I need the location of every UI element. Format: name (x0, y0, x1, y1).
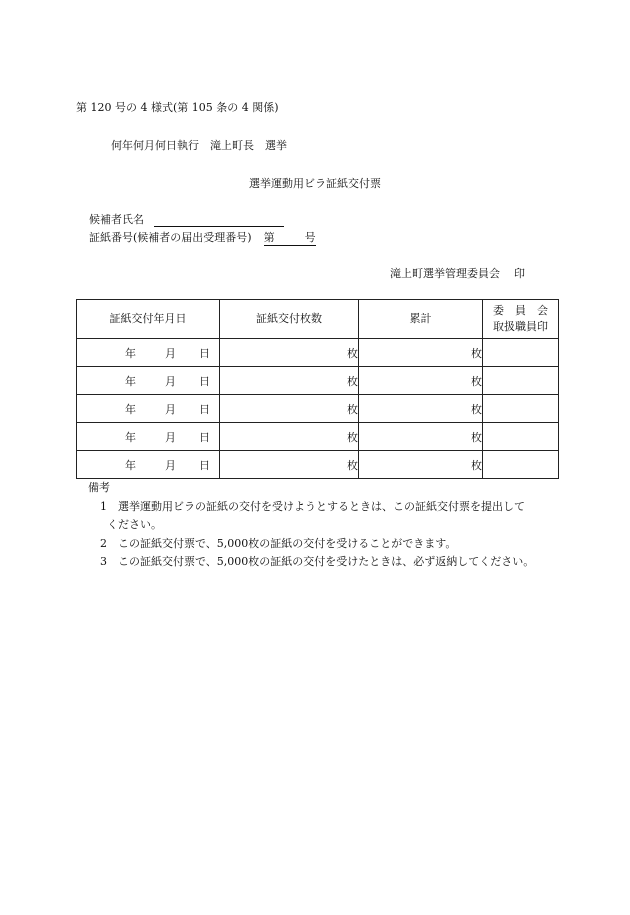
remark-note-continuation: ください。 (107, 518, 162, 531)
seal-cell[interactable] (483, 423, 559, 451)
certificate-prefix: 第 (263, 231, 275, 244)
table-row (77, 339, 559, 367)
month-unit: 月 (165, 402, 176, 416)
candidate-name-row (89, 211, 284, 227)
total-cell[interactable]: 枚 (359, 395, 483, 423)
total-cell[interactable]: 枚 (359, 423, 483, 451)
note-number: 1 (100, 500, 107, 513)
date-cell[interactable] (77, 395, 220, 423)
remark-note (100, 553, 534, 569)
header-total: 累計 (359, 300, 483, 339)
month-unit: 月 (165, 374, 176, 388)
seal-cell[interactable] (483, 395, 559, 423)
remark-note (100, 535, 456, 551)
header-official-line2: 取扱職員印 (493, 320, 548, 333)
total-cell[interactable]: 枚 (359, 367, 483, 395)
year-unit: 年 (125, 430, 136, 444)
count-cell[interactable]: 枚 (220, 367, 359, 395)
note-number: 2 (100, 537, 107, 550)
day-unit: 日 (199, 458, 210, 472)
header-count: 証紙交付枚数 (220, 300, 359, 339)
seal-cell[interactable] (483, 367, 559, 395)
count-cell[interactable]: 枚 (220, 423, 359, 451)
total-cell[interactable]: 枚 (359, 451, 483, 479)
date-cell[interactable] (77, 367, 220, 395)
table-header-row (77, 300, 559, 339)
note-text: 選挙運動用ビラの証紙の交付を受けようとするときは、この証紙交付票を提出して (118, 500, 525, 513)
certificate-number-row (89, 229, 316, 246)
month-unit: 月 (165, 458, 176, 472)
issuance-table (76, 299, 559, 479)
year-unit: 年 (125, 374, 136, 388)
date-cell[interactable] (77, 423, 220, 451)
committee-seal: 印 (514, 267, 525, 280)
certificate-suffix: 号 (304, 231, 316, 244)
year-unit: 年 (125, 402, 136, 416)
remark-note (100, 498, 525, 514)
year-unit: 年 (125, 346, 136, 360)
header-official-seal (483, 300, 559, 339)
certificate-number-field[interactable] (264, 229, 316, 246)
header-official-line1: 委 員 会 (493, 304, 548, 317)
month-unit: 月 (165, 346, 176, 360)
count-cell[interactable]: 枚 (220, 451, 359, 479)
day-unit: 日 (199, 346, 210, 360)
form-number: 第 120 号の 4 様式(第 105 条の 4 関係) (76, 101, 279, 114)
year-unit: 年 (125, 458, 136, 472)
table-row (77, 367, 559, 395)
certificate-number-label: 証紙番号(候補者の届出受理番号) (89, 231, 252, 244)
total-cell[interactable]: 枚 (359, 339, 483, 367)
candidate-name-label: 候補者氏名 (89, 213, 144, 226)
header-date: 証紙交付年月日 (77, 300, 220, 339)
count-cell[interactable]: 枚 (220, 395, 359, 423)
execution-line: 何年何月何日執行 滝上町長 選挙 (111, 139, 287, 152)
document-title: 選挙運動用ビラ証紙交付票 (249, 177, 381, 190)
seal-cell[interactable] (483, 451, 559, 479)
date-cell[interactable] (77, 451, 220, 479)
committee-name: 滝上町選挙管理委員会 (390, 267, 500, 280)
table-row (77, 423, 559, 451)
month-unit: 月 (165, 430, 176, 444)
note-text: この証紙交付票で、5,000枚の証紙の交付を受けたときは、必ず返納してください。 (118, 555, 535, 568)
seal-cell[interactable] (483, 339, 559, 367)
committee-line (390, 265, 525, 281)
day-unit: 日 (199, 374, 210, 388)
note-text: この証紙交付票で、5,000枚の証紙の交付を受けることができます。 (118, 537, 457, 550)
remarks-title: 備考 (88, 481, 110, 494)
table-row (77, 395, 559, 423)
note-number: 3 (100, 555, 107, 568)
date-cell[interactable] (77, 339, 220, 367)
day-unit: 日 (199, 402, 210, 416)
candidate-name-field[interactable] (154, 214, 284, 227)
count-cell[interactable]: 枚 (220, 339, 359, 367)
day-unit: 日 (199, 430, 210, 444)
table-row (77, 451, 559, 479)
